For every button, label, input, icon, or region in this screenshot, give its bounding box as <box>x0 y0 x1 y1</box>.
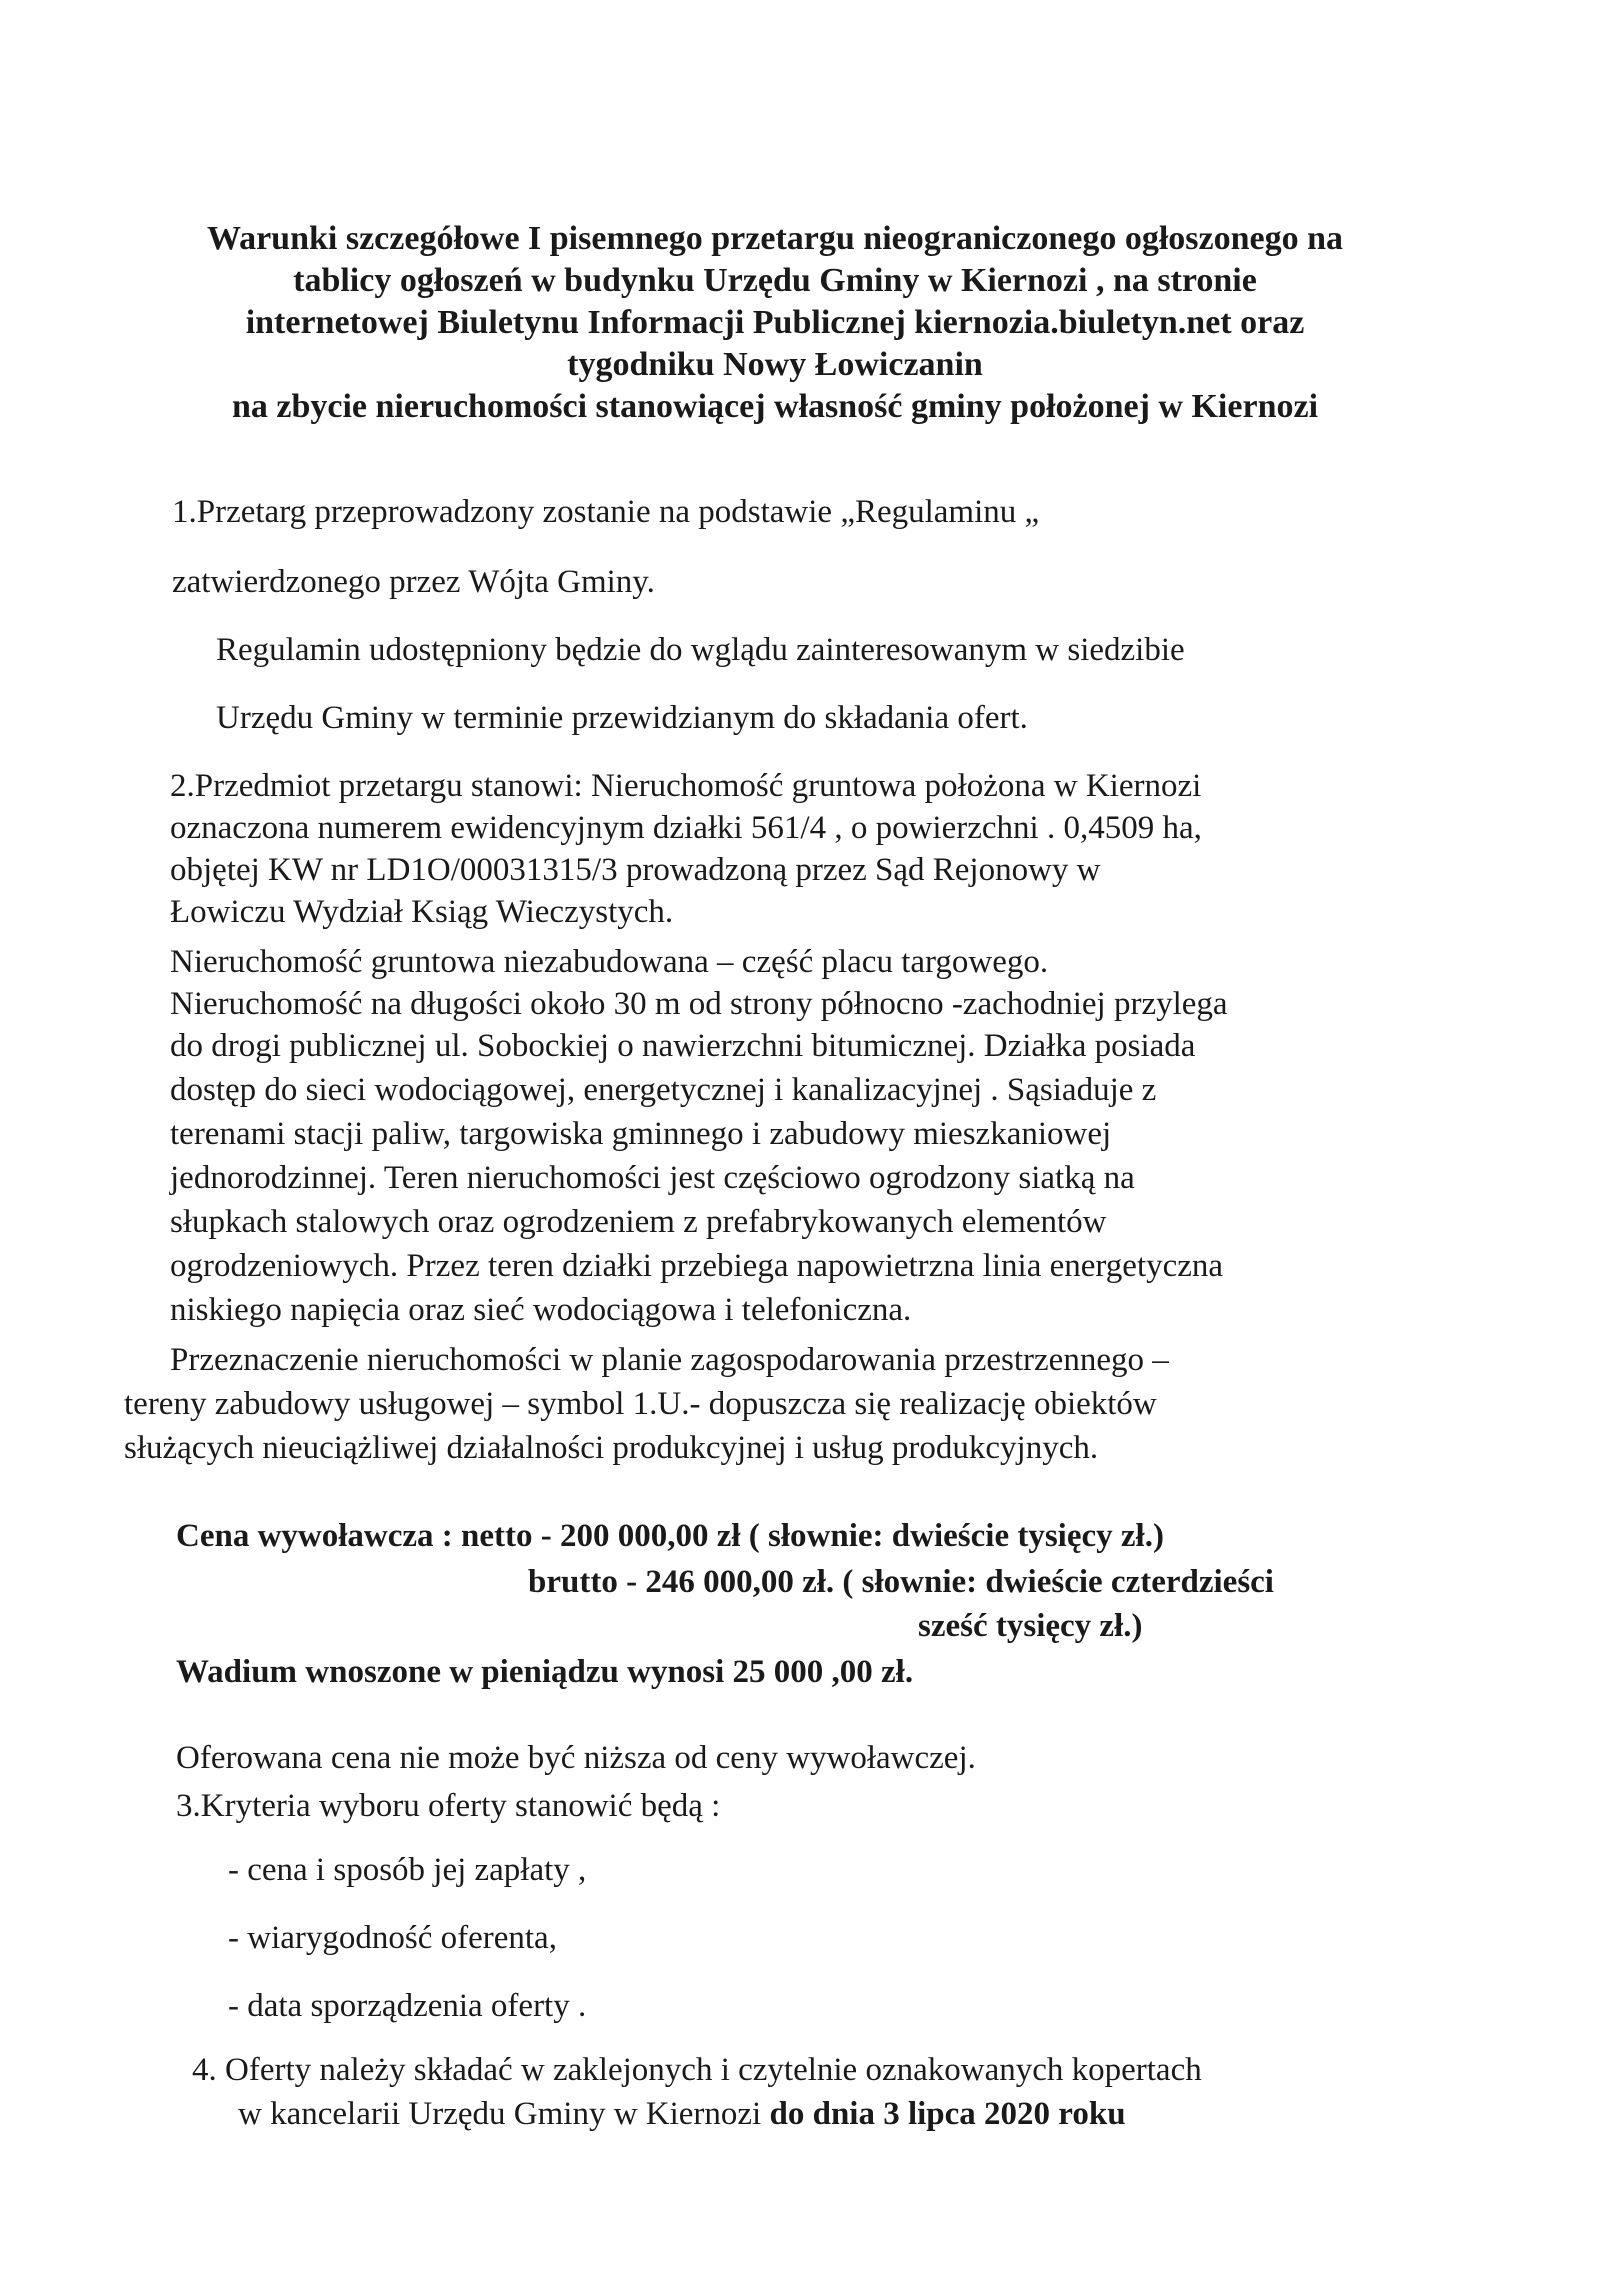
section1-line: 1.Przetarg przeprowadzony zostanie na podstawie „Regulaminu „ <box>172 494 1040 530</box>
deposit-line: Wadium wnoszone w pieniądzu wynosi 25 000 ,00 zł. <box>176 1654 914 1690</box>
section2-line: jednorodzinnej. Teren nieruchomości jest częściowo ogrodzony siatką na <box>170 1160 1135 1196</box>
purpose-line: tereny zabudowy usługowej – symbol 1.U.- dopuszcza się realizację obiektów <box>124 1386 1157 1422</box>
price-line: sześć tysięcy zł.) <box>918 1608 1143 1644</box>
criteria-item: - data sporządzenia oferty . <box>228 1988 587 2024</box>
section2-line: niskiego napięcia oraz sieć wodociągowa i telefoniczna. <box>170 1292 912 1328</box>
section1-line: Regulamin udostępniony będzie do wglądu zainteresowanym w siedzibie <box>216 632 1185 668</box>
section2-line: dostęp do sieci wodociągowej, energetycznej i kanalizacyjnej . Sąsiaduje z <box>170 1072 1157 1108</box>
section4-regular-text: w kancelarii Urzędu Gminy w Kiernozi <box>238 2096 770 2132</box>
purpose-line: służących nieuciążliwej działalności produkcyjnej i usług produkcyjnych. <box>124 1430 1099 1466</box>
section1-line: zatwierdzonego przez Wójta Gminy. <box>172 564 655 600</box>
section2-line: Nieruchomość gruntowa niezabudowana – część placu targowego. <box>170 944 1049 980</box>
criteria-item: - cena i sposób jej zapłaty , <box>228 1852 587 1888</box>
section4-line: 4. Oferty należy składać w zaklejonych i czytelnie oznakowanych kopertach <box>192 2052 1202 2088</box>
purpose-line: Przeznaczenie nieruchomości w planie zagospodarowania przestrzennego – <box>170 1342 1169 1378</box>
offer-note: Oferowana cena nie może być niższa od ceny wywoławczej. <box>176 1740 976 1776</box>
section3-title: 3.Kryteria wyboru oferty stanowić będą : <box>176 1788 721 1824</box>
heading-line: Warunki szczegółowe I pisemnego przetargu nieograniczonego ogłoszonego na <box>206 220 1344 257</box>
price-line: brutto - 246 000,00 zł. ( słownie: dwieście czterdzieści <box>528 1564 1274 1600</box>
heading-line: internetowej Biuletynu Informacji Publicznej kiernozia.biuletyn.net oraz <box>245 304 1305 341</box>
section2-line: do drogi publicznej ul. Sobockiej o nawierzchni bitumicznej. Działka posiada <box>170 1028 1196 1064</box>
document-heading <box>120 218 1430 428</box>
section2-line: ogrodzeniowych. Przez teren działki przebiega napowietrzna linia energetyczna <box>170 1248 1224 1284</box>
price-line: Cena wywoławcza : netto - 200 000,00 zł ( słownie: dwieście tysięcy zł.) <box>176 1518 1164 1554</box>
section2-line: Łowiczu Wydział Ksiąg Wieczystych. <box>170 894 674 930</box>
section2-line: oznaczona numerem ewidencyjnym działki 561/4 , o powierzchni . 0,4509 ha, <box>170 810 1202 846</box>
section2-line: objętej KW nr LD1O/00031315/3 prowadzoną przez Sąd Rejonowy w <box>170 852 1101 888</box>
section2-line: Nieruchomość na długości około 30 m od strony północno -zachodniej przylega <box>170 986 1228 1022</box>
heading-line: tygodniku Nowy Łowiczanin <box>567 346 983 383</box>
section2-line: terenami stacji paliw, targowiska gminnego i zabudowy mieszkaniowej <box>170 1116 1112 1152</box>
deadline-text: do dnia 3 lipca 2020 roku <box>769 2096 1126 2132</box>
section4-line <box>238 2094 1126 2134</box>
section2-line: słupkach stalowych oraz ogrodzeniem z prefabrykowanych elementów <box>170 1204 1107 1240</box>
heading-line: tablicy ogłoszeń w budynku Urzędu Gminy w Kiernozi , na stronie <box>293 262 1257 299</box>
criteria-item: - wiarygodność oferenta, <box>228 1920 557 1956</box>
heading-line: na zbycie nieruchomości stanowiącej własność gminy położonej w Kiernozi <box>231 388 1319 425</box>
section2-line: 2.Przedmiot przetargu stanowi: Nieruchomość gruntowa położona w Kiernozi <box>170 768 1202 804</box>
section1-line: Urzędu Gminy w terminie przewidzianym do składania ofert. <box>216 700 1028 736</box>
